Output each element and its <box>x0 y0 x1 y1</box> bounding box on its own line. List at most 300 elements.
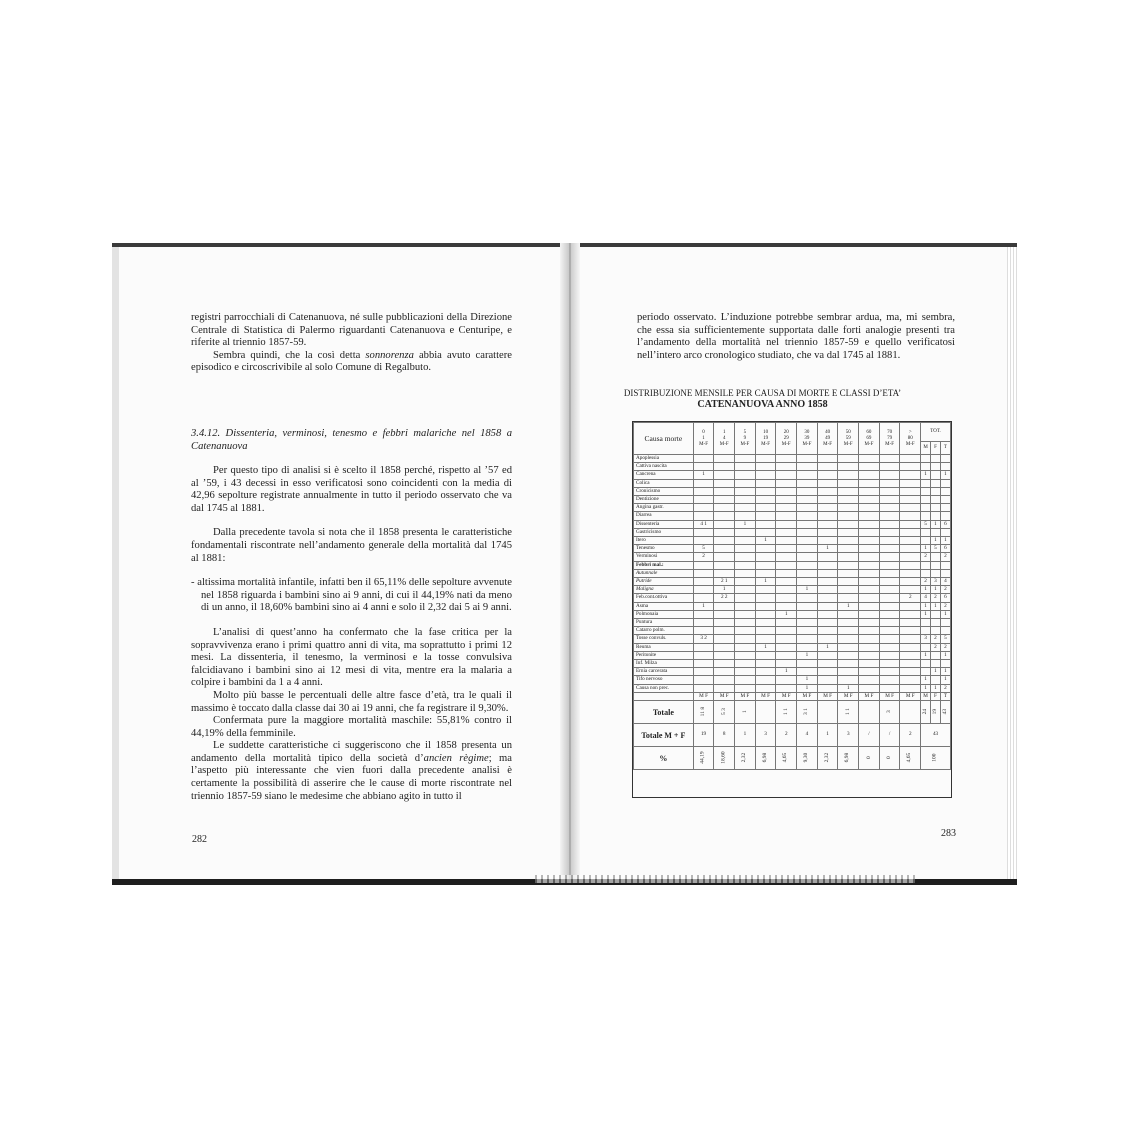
table-cell <box>735 561 756 569</box>
table-cell <box>735 651 756 659</box>
table-cell <box>735 512 756 520</box>
table-cell: 1 <box>755 578 776 586</box>
page-number-left: 282 <box>192 834 207 845</box>
total-cell: 2 <box>931 635 941 643</box>
totale-mf-cell: 4 <box>797 724 818 747</box>
table-cell <box>859 578 880 586</box>
table-row <box>634 471 951 479</box>
percent-value: 9,30 <box>803 753 810 763</box>
page-number-right: 283 <box>941 828 956 839</box>
header-age-class: 50 59 M-F <box>838 423 859 455</box>
totale-value: 1 <box>741 710 748 714</box>
totale-cell <box>797 701 818 724</box>
total-cell: 1 <box>921 471 931 479</box>
totale-total-cell <box>921 701 931 724</box>
table-cell <box>735 643 756 651</box>
table-row <box>634 463 951 471</box>
table-cell <box>900 569 921 577</box>
table-cell <box>755 660 776 668</box>
table-cell <box>714 471 735 479</box>
table-cell <box>714 553 735 561</box>
totale-mf-cell: 8 <box>714 724 735 747</box>
table-cell <box>817 635 838 643</box>
table-cell <box>900 471 921 479</box>
totale-value: 1 1 <box>782 708 789 716</box>
table-cell: 1 <box>838 602 859 610</box>
table-cell <box>879 610 900 618</box>
table-cell <box>838 496 859 504</box>
table-row <box>634 684 951 692</box>
table-cell <box>859 684 880 692</box>
table-cell <box>735 594 756 602</box>
percent-cell <box>776 747 797 770</box>
table-cell <box>776 487 797 495</box>
table-cell <box>900 676 921 684</box>
total-cell <box>931 463 941 471</box>
table-cell <box>755 455 776 463</box>
mf-total-label: T <box>940 692 950 700</box>
mf-label: M F <box>859 692 880 700</box>
table-cell <box>693 586 714 594</box>
table-cell <box>714 487 735 495</box>
table-cell <box>735 455 756 463</box>
table-cell <box>859 496 880 504</box>
table-row <box>634 545 951 553</box>
table-cell <box>838 512 859 520</box>
mf-label: M F <box>900 692 921 700</box>
total-cell: 1 <box>921 586 931 594</box>
table-cell: 1 <box>817 545 838 553</box>
total-cell <box>921 479 931 487</box>
table-cell <box>817 520 838 528</box>
table-cell <box>838 643 859 651</box>
table-cell <box>838 610 859 618</box>
paragraph <box>191 740 512 803</box>
total-cell: 2 <box>931 594 941 602</box>
total-cell <box>921 463 931 471</box>
table-body <box>634 455 951 770</box>
table-cell <box>859 569 880 577</box>
table-cell <box>900 537 921 545</box>
table-cell <box>776 586 797 594</box>
cause-label: Putride <box>634 578 694 586</box>
table-cell <box>879 528 900 536</box>
table-cell <box>776 635 797 643</box>
table-cell <box>776 545 797 553</box>
total-cell <box>940 619 950 627</box>
table-cell <box>776 455 797 463</box>
table-cell <box>735 487 756 495</box>
table-cell <box>693 455 714 463</box>
table-cell <box>797 668 818 676</box>
cause-label: Cattiva nascita <box>634 463 694 471</box>
totale-cell <box>817 701 838 724</box>
table-cell <box>900 479 921 487</box>
total-cell <box>940 479 950 487</box>
mf-row <box>634 692 951 700</box>
table-cell <box>693 479 714 487</box>
table-cell <box>859 471 880 479</box>
table-cell <box>900 635 921 643</box>
percent-cell <box>714 747 735 770</box>
table-cell <box>817 569 838 577</box>
table-cell <box>838 619 859 627</box>
table-cell <box>838 545 859 553</box>
table-cell <box>859 487 880 495</box>
cause-label: Tosse convuls. <box>634 635 694 643</box>
table-cell <box>838 651 859 659</box>
table-cell <box>838 594 859 602</box>
header-age-class: 10 19 M-F <box>755 423 776 455</box>
total-cell: 1 <box>931 520 941 528</box>
table-cell <box>776 471 797 479</box>
book-binding <box>560 243 580 885</box>
table-cell <box>714 496 735 504</box>
table-row <box>634 635 951 643</box>
percent-cell <box>755 747 776 770</box>
table-cell <box>879 602 900 610</box>
table-cell <box>817 676 838 684</box>
table-cell <box>900 487 921 495</box>
totale-value: 3 1 <box>803 708 810 716</box>
table-row <box>634 578 951 586</box>
table-cell <box>900 496 921 504</box>
table-cell <box>693 537 714 545</box>
table-cell <box>879 545 900 553</box>
table-row <box>634 479 951 487</box>
table-cell <box>817 487 838 495</box>
totale-mf-cell: 2 <box>900 724 921 747</box>
total-cell: 1 <box>931 602 941 610</box>
table-cell <box>735 610 756 618</box>
header-age-class: 70 79 M-F <box>879 423 900 455</box>
totale-mf-cell: 3 <box>838 724 859 747</box>
total-cell <box>921 504 931 512</box>
table-cell <box>797 496 818 504</box>
table-cell <box>817 512 838 520</box>
table-row <box>634 520 951 528</box>
mf-label: M F <box>735 692 756 700</box>
table-cell: 2 <box>693 553 714 561</box>
total-cell: 1 <box>921 602 931 610</box>
table-cell: 1 <box>797 684 818 692</box>
table-cell <box>900 553 921 561</box>
section-heading: 3.4.12. Dissenteria, verminosi, tenesmo e febbri malariche nel 1858 a Catenanuova <box>191 428 512 452</box>
table-cell <box>859 553 880 561</box>
table-cell <box>879 569 900 577</box>
table-cell <box>879 553 900 561</box>
header-age-class: 1 4 M-F <box>714 423 735 455</box>
total-cell: 1 <box>931 684 941 692</box>
totale-mf-cell: 19 <box>693 724 714 747</box>
table-cell <box>817 471 838 479</box>
table-row <box>634 504 951 512</box>
table-cell <box>817 602 838 610</box>
table-cell: 1 <box>797 651 818 659</box>
table-cell <box>755 504 776 512</box>
table-cell <box>859 479 880 487</box>
totale-value: 11 8 <box>699 707 706 717</box>
table-cell <box>693 528 714 536</box>
percent-cell <box>859 747 880 770</box>
table-cell <box>797 504 818 512</box>
total-cell <box>931 487 941 495</box>
totale-value: 1 1 <box>844 708 851 716</box>
table-cell <box>776 569 797 577</box>
table-cell <box>776 512 797 520</box>
table-cell <box>859 455 880 463</box>
total-cell <box>940 512 950 520</box>
table-cell <box>714 479 735 487</box>
table-cell <box>776 578 797 586</box>
total-cell: 2 <box>921 578 931 586</box>
total-cell <box>940 627 950 635</box>
percent-label: % <box>634 747 694 770</box>
total-cell: 6 <box>940 545 950 553</box>
table-cell <box>693 578 714 586</box>
table-cell <box>859 627 880 635</box>
table-cell <box>735 471 756 479</box>
total-cell: 3 <box>921 635 931 643</box>
table-cell <box>859 561 880 569</box>
mf-label: M F <box>714 692 735 700</box>
table-cell <box>776 594 797 602</box>
table-title-line2: CATENANUOVA ANNO 1858 <box>697 399 828 410</box>
total-cell: 2 <box>940 684 950 692</box>
cause-label: Dentizione <box>634 496 694 504</box>
mf-blank <box>634 692 694 700</box>
total-cell <box>921 455 931 463</box>
table-cell <box>838 504 859 512</box>
table-cell: 1 <box>776 610 797 618</box>
table-cell <box>714 668 735 676</box>
table-cell <box>693 651 714 659</box>
table-cell <box>900 643 921 651</box>
table-cell <box>817 668 838 676</box>
totale-row <box>634 701 951 724</box>
table-cell <box>817 660 838 668</box>
cause-label: Peritonite <box>634 651 694 659</box>
total-cell <box>921 561 931 569</box>
table-cell <box>797 471 818 479</box>
header-age-class: 0 1 M-F <box>693 423 714 455</box>
table-cell <box>797 569 818 577</box>
paragraph: Confermata pure la maggiore mortalità maschile: 55,81% contro il 44,19% della femminile. <box>191 715 512 739</box>
table-cell <box>693 569 714 577</box>
total-cell: 5 <box>940 635 950 643</box>
total-cell: 1 <box>940 668 950 676</box>
totale-cell <box>735 701 756 724</box>
total-cell: 2 <box>940 602 950 610</box>
mf-label: M F <box>776 692 797 700</box>
table-cell <box>755 619 776 627</box>
table-cell <box>755 610 776 618</box>
table-cell <box>900 463 921 471</box>
table-row <box>634 537 951 545</box>
table-cell <box>776 619 797 627</box>
table-cell <box>755 512 776 520</box>
table-cell <box>714 545 735 553</box>
table-cell <box>838 569 859 577</box>
totale-mf-cell: 3 <box>755 724 776 747</box>
table-cell <box>900 684 921 692</box>
total-cell <box>921 512 931 520</box>
table-cell: 2 <box>900 594 921 602</box>
table-row <box>634 553 951 561</box>
total-cell <box>931 676 941 684</box>
table-cell: 1 <box>755 643 776 651</box>
percent-total-value: 100 <box>931 753 938 763</box>
table-cell <box>693 561 714 569</box>
table-cell <box>859 504 880 512</box>
table-row <box>634 569 951 577</box>
table-cell <box>797 610 818 618</box>
cause-label: Catarro polm. <box>634 627 694 635</box>
table-cell <box>693 512 714 520</box>
table-cell <box>879 586 900 594</box>
total-cell <box>921 643 931 651</box>
table-cell <box>900 578 921 586</box>
totale-mf-label: Totale M + F <box>634 724 694 747</box>
percent-cell <box>838 747 859 770</box>
table-cell <box>859 651 880 659</box>
table-header-row <box>634 423 951 442</box>
table-cell <box>838 660 859 668</box>
table-cell <box>755 553 776 561</box>
table-cell <box>755 496 776 504</box>
table-cell <box>900 455 921 463</box>
total-cell <box>940 528 950 536</box>
total-cell <box>931 627 941 635</box>
totale-total-value: 24 <box>921 709 928 715</box>
table-cell <box>714 537 735 545</box>
table-cell <box>879 668 900 676</box>
table-cell <box>797 463 818 471</box>
cause-label: Itero <box>634 537 694 545</box>
table-cell <box>900 512 921 520</box>
percent-value: 44,19 <box>699 751 706 765</box>
table-cell <box>797 635 818 643</box>
percent-value: 0 <box>865 756 872 760</box>
total-cell: 1 <box>940 610 950 618</box>
table-cell <box>838 455 859 463</box>
table-cell <box>797 455 818 463</box>
table-cell <box>735 635 756 643</box>
total-cell <box>940 504 950 512</box>
table-cell <box>879 471 900 479</box>
table-cell <box>755 545 776 553</box>
table-cell <box>776 463 797 471</box>
table-cell <box>735 553 756 561</box>
table-cell <box>776 627 797 635</box>
table-cell <box>714 512 735 520</box>
table-cell <box>755 627 776 635</box>
total-cell: 2 <box>931 643 941 651</box>
table-cell <box>797 602 818 610</box>
percent-total <box>921 747 951 770</box>
table-cell <box>859 520 880 528</box>
table-cell <box>859 643 880 651</box>
total-cell: 6 <box>940 594 950 602</box>
table-cell <box>735 479 756 487</box>
total-cell: 2 <box>921 553 931 561</box>
table-cell <box>817 619 838 627</box>
table-cell <box>879 627 900 635</box>
totale-cell <box>838 701 859 724</box>
header-age-class: 60 69 M-F <box>859 423 880 455</box>
table-cell: 1 <box>714 586 735 594</box>
bullet-paragraph: - altissima mortalità infantile, infatti ben il 65,11% delle sepolture avvenute nel 1858 riguarda i bambini sino ai 9 anni, di cui il 44,19% nati da meno di un anno, il 18,60% bambini sino ai 4 anni e solo il 2,32 dai 5 ai 9 anni. <box>191 577 512 614</box>
table-cell <box>879 684 900 692</box>
table-cell <box>859 660 880 668</box>
cause-label: Asma <box>634 602 694 610</box>
cause-label: Cancrena <box>634 471 694 479</box>
table-cell <box>755 520 776 528</box>
table-cell <box>735 676 756 684</box>
percent-value: 6,98 <box>844 753 851 763</box>
table-cell <box>714 602 735 610</box>
table-row <box>634 586 951 594</box>
percent-value: 2,32 <box>741 753 748 763</box>
table-cell <box>776 561 797 569</box>
table-cell <box>735 619 756 627</box>
table-cell <box>776 651 797 659</box>
table-cell <box>879 479 900 487</box>
totale-mf-cell: 2 <box>776 724 797 747</box>
totale-mf-total: 43 <box>921 724 951 747</box>
total-cell <box>931 619 941 627</box>
cause-label: Causa non prec. <box>634 684 694 692</box>
table-cell <box>735 578 756 586</box>
table-cell <box>714 660 735 668</box>
table-cell <box>817 463 838 471</box>
table-cell <box>859 586 880 594</box>
total-cell <box>940 496 950 504</box>
table-cell <box>859 512 880 520</box>
table-cell <box>735 627 756 635</box>
mf-total-label: M <box>921 692 931 700</box>
table-cell <box>838 537 859 545</box>
total-cell <box>931 553 941 561</box>
total-cell: 1 <box>921 651 931 659</box>
table-cell <box>693 676 714 684</box>
paragraph: L’analisi di quest’anno ha confermato che la fase critica per la sopravvivenza erano i primi quattro anni di vita, ma soprattutto i primi 12 mesi. La dissenteria, il tenesmo, la verminosi e la tosse convulsiva falcidiavano i bambini sino ai 12 mesi di vita, mentre era la malaria a colpire i bambini da 1 a 4 anni. <box>191 626 512 689</box>
table-cell <box>838 586 859 594</box>
total-cell: 1 <box>940 471 950 479</box>
percent-value: 4,65 <box>906 753 913 763</box>
table-cell <box>714 651 735 659</box>
table-cell: 1 <box>693 471 714 479</box>
table-cell <box>879 504 900 512</box>
totale-mf-cell: / <box>879 724 900 747</box>
table-cell <box>859 463 880 471</box>
totale-value: 3 <box>885 710 892 714</box>
table-cell <box>776 643 797 651</box>
table-cell: 5 <box>693 545 714 553</box>
percent-cell <box>879 747 900 770</box>
table-cell <box>755 487 776 495</box>
table-cell <box>755 668 776 676</box>
total-cell: 1 <box>931 537 941 545</box>
table-cell <box>900 668 921 676</box>
table-title <box>560 388 965 410</box>
table-cell <box>735 602 756 610</box>
totale-total-cell <box>931 701 941 724</box>
mortality-grid <box>633 422 951 770</box>
cause-label: Dissenteria <box>634 520 694 528</box>
mf-label: M F <box>693 692 714 700</box>
table-cell <box>755 463 776 471</box>
